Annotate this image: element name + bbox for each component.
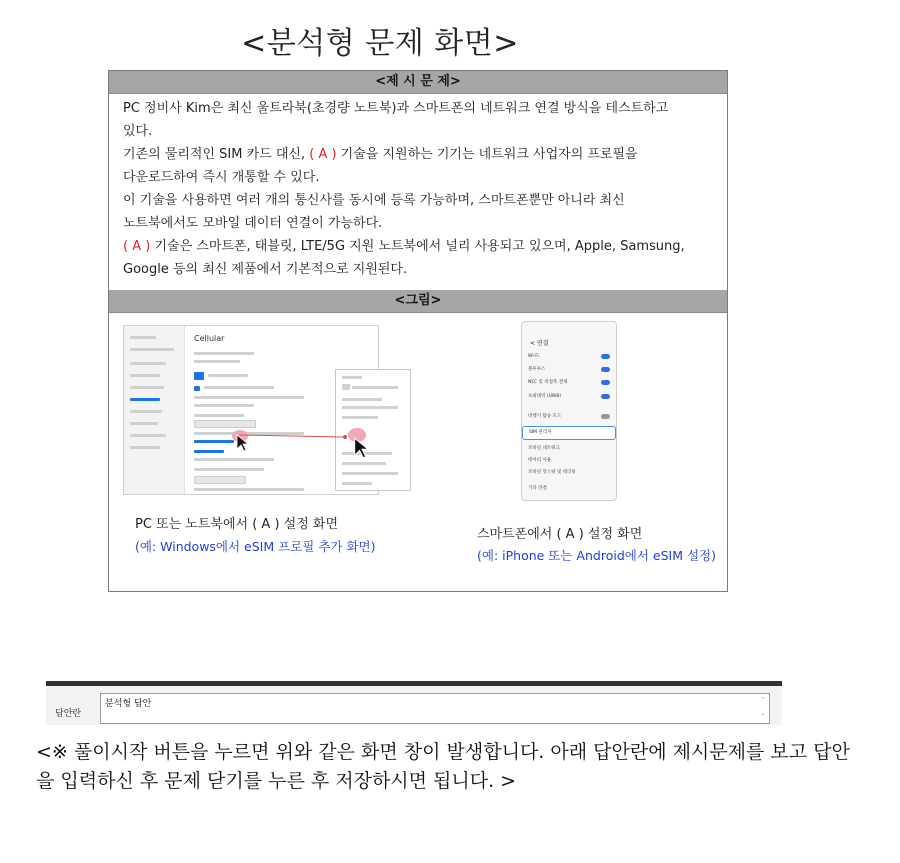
pc-screen-heading: Cellular [194, 334, 225, 343]
problem-header: <제 시 문 제> [109, 71, 727, 94]
problem-line-1: PC 정비사 Kim은 최신 울트라북(초경량 노트북)과 스마트폰의 네트워크 연결 방식을 테스트하고 [123, 101, 669, 116]
cursor-icon [353, 437, 371, 459]
caption-phone-example: (예: iPhone 또는 Android에서 eSIM 설정) [477, 548, 716, 563]
scroll-down-icon[interactable]: ⌄ [760, 709, 766, 717]
phone-row: Wi-Fi [528, 350, 612, 363]
phone-settings-screenshot [521, 321, 617, 501]
problem-line-3: 기존의 물리적인 SIM 카드 대신, ( A ) 기술을 지원하는 기기는 네트워크 사업자의 프로필을 [123, 147, 638, 162]
caption-pc: PC 또는 노트북에서 ( A ) 설정 화면 [135, 517, 339, 532]
blank-marker-a: ( A ) [123, 239, 151, 254]
scroll-up-icon[interactable]: ⌃ [760, 696, 766, 704]
problem-line-5: 이 기술을 사용하면 여러 개의 통신사를 동시에 등록 가능하며, 스마트폰뿐만 아니라 최신 [123, 193, 625, 208]
textarea-scroll-arrows[interactable] [757, 694, 769, 723]
instruction-text: <※ 풀이시작 버튼을 누르면 위와 같은 화면 창이 발생합니다. 아래 답안란에 제시문제를 보고 답안을 입력하신 후 문제 닫기를 누른 후 저장하시면 됩니다. > [36, 741, 850, 792]
problem-line-8: Google 등의 최신 제품에서 기본적으로 지원된다. [123, 262, 408, 277]
phone-row: 초광대역 (UWB) [528, 390, 612, 403]
problem-panel [108, 70, 728, 592]
blank-marker-a: ( A ) [309, 147, 337, 162]
page-title: <분석형 문제 화면> [241, 26, 519, 61]
phone-row: 비행기 탑승 모드 [528, 410, 612, 423]
cursor-icon [236, 434, 250, 452]
problem-line-7: ( A ) 기술은 스마트폰, 태블릿, LTE/5G 지원 노트북에서 널리 사용되고 있으며, Apple, Samsung, [123, 239, 685, 254]
caption-phone: 스마트폰에서 ( A ) 설정 화면 [477, 527, 643, 542]
problem-text [109, 94, 727, 290]
pc-cellular-overlay-window [335, 369, 411, 491]
caption-pc-example: (예: Windows에서 eSIM 프로필 추가 화면) [135, 539, 376, 554]
phone-screen-title: < 연결 [530, 340, 549, 347]
answer-label: 답안란 [55, 709, 82, 719]
phone-row: 모바일 네트워크 [528, 446, 560, 451]
phone-row: 블루투스 [528, 363, 612, 376]
phone-row: 모바일 핫스팟 및 테더링 [528, 470, 576, 475]
problem-line-2: 있다. [123, 124, 153, 139]
figure-header: <그림> [109, 290, 727, 313]
sim-manager-highlight: SIM 관리자 [522, 426, 616, 440]
problem-line-4: 다운로드하여 즉시 개통할 수 있다. [123, 170, 320, 185]
phone-row: 데이터 사용 [528, 458, 552, 463]
figure-area [109, 313, 727, 615]
problem-line-6: 노트북에서도 모바일 데이터 연결이 가능하다. [123, 216, 383, 231]
answer-input[interactable] [100, 693, 770, 724]
phone-row: NFC 및 비접촉 결제 [528, 376, 612, 389]
phone-row: 기타 연결 [528, 486, 547, 491]
